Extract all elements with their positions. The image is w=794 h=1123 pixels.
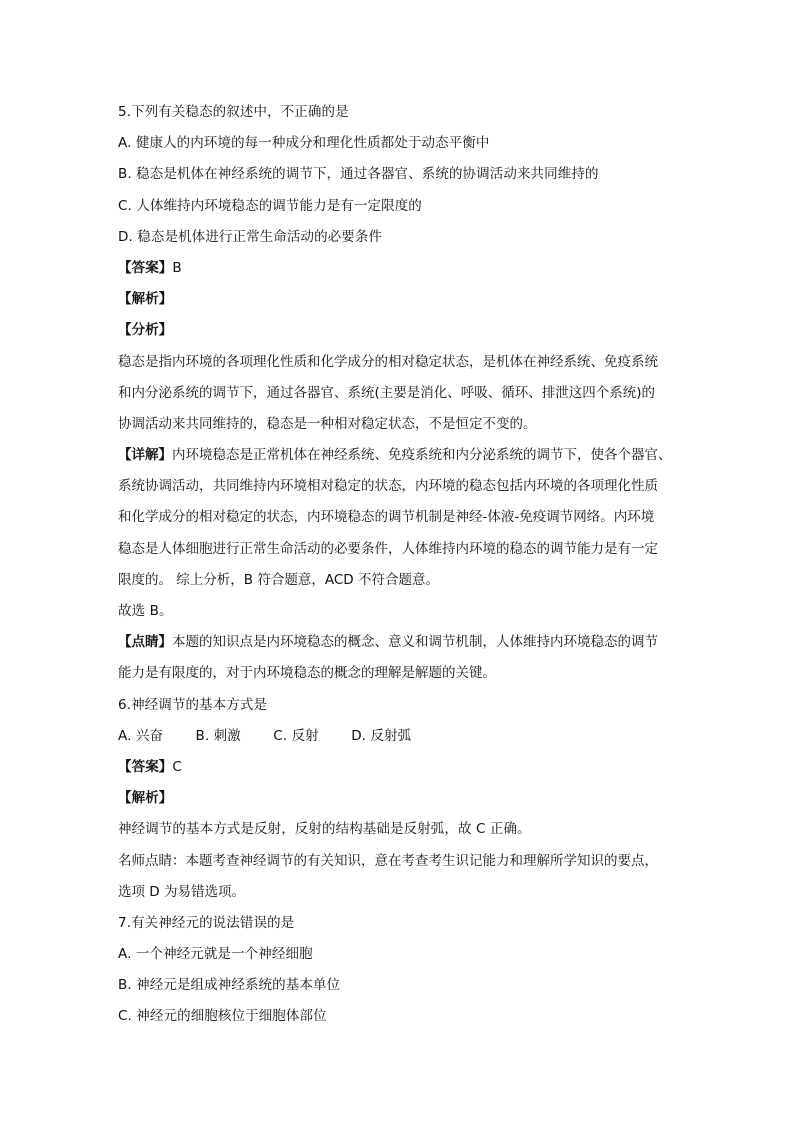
document-page bbox=[118, 102, 678, 1038]
fenxi-line: 和内分泌系统的调节下，通过各器官、系统(主要是消化、呼吸、循环、排泄这四个系统)的 bbox=[118, 384, 656, 401]
question-7-option-a: A. 一个神经元就是一个神经细胞 bbox=[118, 946, 313, 963]
question-6-option-a: A. 兴奋 bbox=[118, 727, 164, 744]
dianjing-tag: 【点睛】 bbox=[118, 634, 172, 651]
xiangjie-line: 和化学成分的相对稳定的状态，内环境稳态的调节机制是神经-体液-免疫调节网络。内环境 bbox=[118, 509, 655, 526]
answer-value: B bbox=[172, 259, 182, 276]
question-7-stem: 7.有关神经元的说法错误的是 bbox=[118, 914, 295, 931]
teacher-note-line: 选项 D 为易错选项。 bbox=[118, 883, 245, 900]
xiangjie-first-line bbox=[118, 445, 678, 465]
analysis-heading: 【解析】 bbox=[118, 291, 173, 308]
answer-tag: 【答案】 bbox=[118, 259, 173, 276]
dianjing-first-line bbox=[118, 632, 678, 652]
question-6-option-d: D. 反射弧 bbox=[351, 727, 412, 744]
fenxi-paragraph bbox=[118, 352, 678, 434]
question-6-stem: 6.神经调节的基本方式是 bbox=[118, 696, 268, 713]
xiangjie-line: 稳态是人体细胞进行正常生命活动的必要条件，人体维持内环境的稳态的调节能力是有一定 bbox=[118, 540, 658, 557]
question-6-option-c: C. 反射 bbox=[273, 727, 319, 744]
question-7-option-c: C. 神经元的细胞核位于细胞体部位 bbox=[118, 1008, 327, 1025]
xiangjie-line: 限度的。 综上分析，B 符合题意，ACD 不符合题意。 bbox=[118, 571, 439, 588]
question-6-options bbox=[118, 726, 678, 746]
question-7-option-b: B. 神经元是组成神经系统的基本单位 bbox=[118, 977, 341, 994]
fenxi-heading: 【分析】 bbox=[118, 322, 173, 339]
xiangjie-text: 内环境稳态是正常机体在神经系统、免疫系统和内分泌系统的调节下，使各个器官、 bbox=[172, 447, 672, 464]
conclusion-line: 故选 B。 bbox=[118, 603, 173, 619]
teacher-note-line: 名师点睛：本题考查神经调节的有关知识，意在考查考生识记能力和理解所学知识的要点， bbox=[118, 852, 658, 869]
xiangjie-line: 系统协调活动，共同维持内环境相对稳定的状态，内环境的稳态包括内环境的各项理化性质 bbox=[118, 478, 658, 495]
xiangjie-tag: 【详解】 bbox=[118, 447, 172, 464]
xiangjie-paragraph bbox=[118, 445, 678, 590]
dianjing-paragraph bbox=[118, 632, 678, 683]
teacher-note-paragraph bbox=[118, 851, 678, 902]
question-5-option-c: C. 人体维持内环境稳态的调节能力是有一定限度的 bbox=[118, 197, 422, 214]
answer-value: C bbox=[172, 758, 182, 775]
analysis-heading: 【解析】 bbox=[118, 790, 173, 807]
question-5-option-d: D. 稳态是机体进行正常生命活动的必要条件 bbox=[118, 228, 383, 245]
answer-tag: 【答案】 bbox=[118, 758, 173, 775]
dianjing-line: 能力是有限度的，对于内环境稳态的概念的理解是解题的关键。 bbox=[118, 665, 496, 682]
question-6-analysis: 神经调节的基本方式是反射，反射的结构基础是反射弧，故 C 正确。 bbox=[118, 821, 531, 838]
question-6-answer bbox=[118, 757, 678, 777]
fenxi-line: 协调活动来共同维持的，稳态是一种相对稳定状态，不是恒定不变的。 bbox=[118, 415, 537, 432]
question-5-stem: 5.下列有关稳态的叙述中，不正确的是 bbox=[118, 104, 349, 120]
question-6-option-b: B. 刺激 bbox=[195, 727, 241, 744]
question-5-option-a: A. 健康人的内环境的每一种成分和理化性质都处于动态平衡中 bbox=[118, 135, 490, 152]
dianjing-text: 本题的知识点是内环境稳态的概念、意义和调节机制，人体维持内环境稳态的调节 bbox=[172, 634, 658, 651]
question-5-answer bbox=[118, 258, 678, 278]
fenxi-line: 稳态是指内环境的各项理化性质和化学成分的相对稳定状态，是机体在神经系统、免疫系统 bbox=[118, 353, 658, 370]
question-5-option-b: B. 稳态是机体在神经系统的调节下，通过各器官、系统的协调活动来共同维持的 bbox=[118, 166, 599, 183]
